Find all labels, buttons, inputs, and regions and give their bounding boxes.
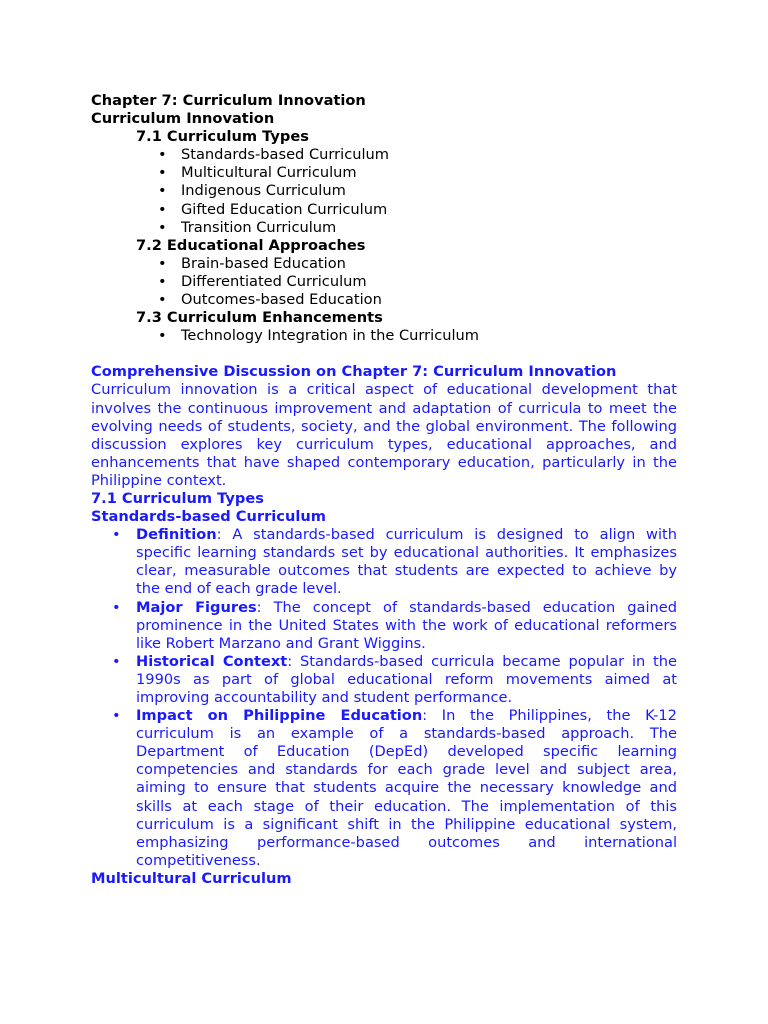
outline-list-7-2 (91, 255, 677, 309)
list-item: • Indigenous Curriculum (158, 182, 346, 200)
point-text: : In the Philippines, the K-12 curriculum is an example of a standards-based approach. The Department of Education (DepEd) developed specific learning competencies and standards for each grade level and subject area, aiming to ensure that students acquire the necessary knowledge and skills at each stage of their education. The implementation of this curriculum is a significant shift in the Philippine educational system, emphasizing performance-based outcomes and international competitiveness. (136, 707, 677, 869)
list-item (91, 599, 677, 653)
intro-paragraph: Curriculum innovation is a critical aspect of educational development that involves the continuous improvement and adaptation of curricula to meet the evolving needs of students, society, and the global environment. The following discussion explores key curriculum types, educational approaches, and enhancements that have shaped contemporary education, particularly in the Philippine context. (91, 381, 677, 489)
list-item (91, 653, 677, 707)
spacer (91, 345, 677, 363)
bullet-icon: • (158, 164, 167, 182)
bullet-icon: • (158, 200, 167, 218)
outline-list-7-1 (91, 146, 677, 236)
bullet-icon: • (112, 707, 121, 725)
discussion-title: Comprehensive Discussion on Chapter 7: Curriculum Innovation (91, 363, 617, 381)
bullet-icon: • (158, 254, 167, 272)
point-text: : The concept of standards-based education gained prominence in the United States with the work of educational reformers like Robert Marzano and Grant Wiggins. (136, 598, 678, 652)
bullet-icon: • (158, 291, 167, 309)
list-item: • Outcomes-based Education (158, 291, 382, 309)
discussion-heading-7-1: 7.1 Curriculum Types (91, 489, 264, 507)
chapter-title: Chapter 7: Curriculum Innovation (91, 92, 366, 109)
bullet-icon: • (158, 218, 167, 236)
outline-heading-7-2: 7.2 Educational Approaches (136, 236, 366, 254)
point-term: Historical Context (136, 652, 288, 670)
bullet-icon: • (158, 272, 167, 290)
list-item: • Gifted Education Curriculum (158, 200, 388, 218)
bullet-icon: • (158, 146, 167, 164)
bullet-icon: • (112, 526, 121, 544)
discussion (91, 363, 677, 888)
point-text: : Standards-based curricula became popular in the 1990s as part of global educational reform movements aimed at improving accountability and student performance. (136, 652, 678, 706)
bullet-icon: • (112, 652, 121, 670)
point-term: Major Figures (136, 598, 257, 616)
bullet-icon: • (112, 598, 121, 616)
point-term: Definition (136, 526, 217, 544)
subsection-heading: Standards-based Curriculum (91, 508, 326, 526)
document-page (91, 92, 677, 888)
list-item: • Transition Curriculum (158, 218, 337, 236)
outline-heading-7-3: 7.3 Curriculum Enhancements (136, 309, 383, 327)
list-item: • Brain-based Education (158, 254, 346, 272)
point-text: : A standards-based curriculum is designed to align with specific learning standards set by educational authorities. It emphasizes clear, measurable outcomes that students are expected to achieve by the end of each grade level. (136, 526, 677, 598)
next-subsection-heading: Multicultural Curriculum (91, 869, 292, 887)
section-title: Curriculum Innovation (91, 110, 275, 128)
outline-list-7-3 (91, 327, 677, 345)
outline (91, 92, 677, 345)
list-item (91, 707, 677, 870)
list-item: • Standards-based Curriculum (158, 146, 389, 164)
point-term: Impact on Philippine Education (136, 707, 423, 725)
bullet-icon: • (158, 182, 167, 200)
list-item: • Differentiated Curriculum (158, 272, 367, 290)
list-item (91, 526, 677, 598)
bullet-icon: • (158, 327, 167, 345)
list-item: • Multicultural Curriculum (158, 164, 357, 182)
list-item: • Technology Integration in the Curriculum (158, 327, 480, 345)
outline-heading-7-1: 7.1 Curriculum Types (136, 128, 309, 146)
detail-list (91, 526, 677, 870)
